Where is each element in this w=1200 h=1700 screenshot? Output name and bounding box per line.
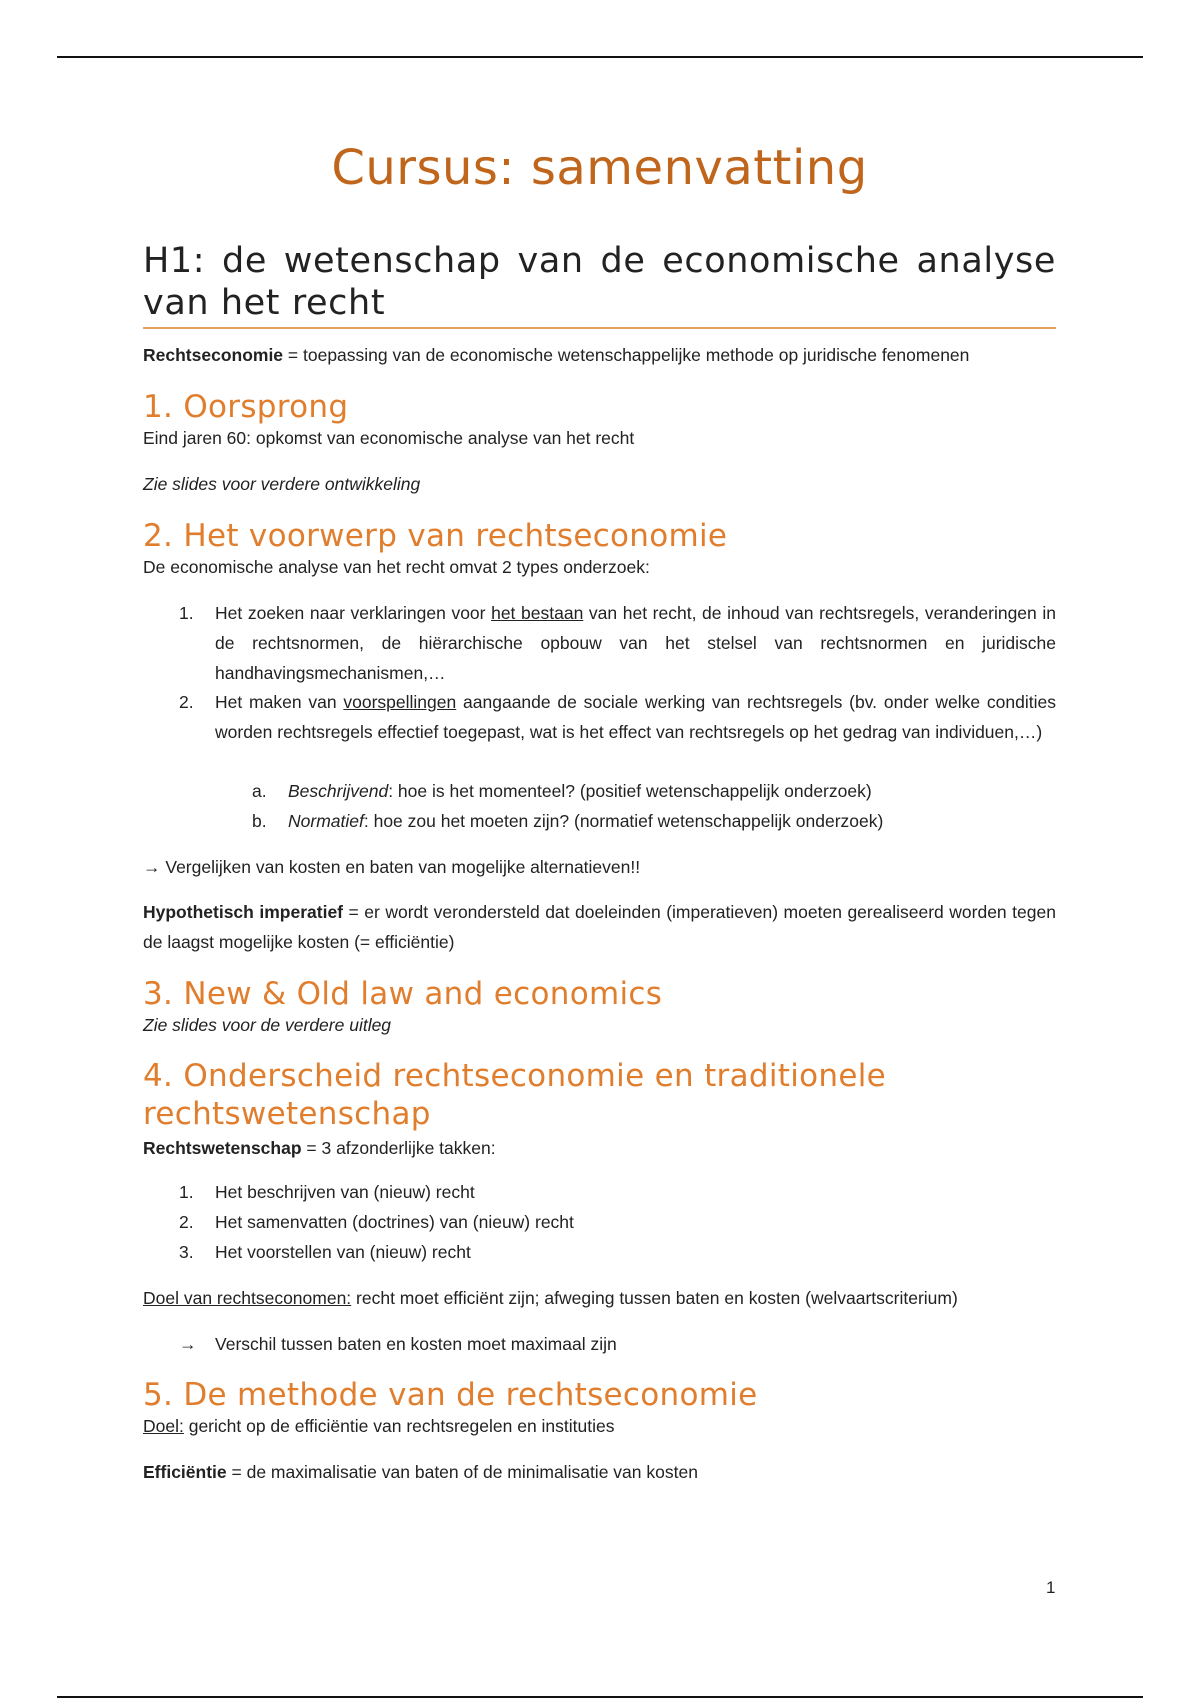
list-text: Verschil tussen baten en kosten moet maximaal zijn bbox=[215, 1334, 617, 1354]
goal-label: Doel van rechtseconomen: bbox=[143, 1288, 352, 1308]
section-2-heading: 2. Het voorwerp van rechtseconomie bbox=[143, 518, 728, 554]
list-number: 1. bbox=[179, 1182, 194, 1202]
efficiency-definition: Efficiëntie = de maximalisatie van baten of de minimalisatie van kosten bbox=[143, 1462, 698, 1482]
hypothetical-imperative-definition: Hypothetisch imperatief = er wordt verondersteld dat doeleinden (imperatieven) moeten gerealiseerd worden tegen de laagst mogelijke kosten (= efficiëntie) bbox=[143, 902, 1056, 952]
list-number: 2. bbox=[179, 1212, 194, 1232]
section-1-note: Zie slides voor verdere ontwikkeling bbox=[143, 474, 421, 494]
intro-definition bbox=[143, 340, 1056, 370]
goal-label: Doel: bbox=[143, 1416, 184, 1436]
section-3-heading: 3. New & Old law and economics bbox=[143, 976, 663, 1012]
underlined-term: voorspellingen bbox=[343, 692, 457, 712]
page-number: 1 bbox=[1046, 1578, 1056, 1597]
section-4-heading: 4. Onderscheid rechtseconomie en traditionele rechtswetenschap bbox=[143, 1058, 886, 1132]
list-text: Het beschrijven van (nieuw) recht bbox=[215, 1182, 475, 1202]
section-1-heading: 1. Oorsprong bbox=[143, 389, 349, 425]
section-4-definition: Rechtswetenschap = 3 afzonderlijke takken: bbox=[143, 1138, 496, 1158]
section-5-heading: 5. De methode van de rechtseconomie bbox=[143, 1377, 758, 1413]
underlined-term: het bestaan bbox=[491, 603, 584, 623]
list-text: Het voorstellen van (nieuw) recht bbox=[215, 1242, 471, 1262]
footer-rule bbox=[57, 1696, 1143, 1698]
conclusion-arrow-line: → Vergelijken van kosten en baten van mogelijke alternatieven!! bbox=[143, 857, 641, 877]
header-rule bbox=[57, 56, 1143, 58]
list-letter: b. bbox=[252, 811, 267, 831]
section-5-goal: Doel: gericht op de efficiëntie van rechtsregelen en instituties bbox=[143, 1416, 615, 1436]
chapter-underline bbox=[143, 327, 1056, 329]
list-text: Het maken van voorspellingen aangaande de sociale werking van rechtsregels (bv. onder welke condities worden rechtsregels effectief toegepast, wat is het effect van rechtsregels op het gedrag van individuen,…) bbox=[215, 692, 1057, 742]
chapter-heading: H1: de wetenschap van de economische analyse van het recht bbox=[143, 241, 1056, 323]
list-text: Beschrijvend: hoe is het momenteel? (positief wetenschappelijk onderzoek) bbox=[288, 781, 872, 801]
intro-term: Rechtseconomie bbox=[143, 345, 284, 365]
list-number: 3. bbox=[179, 1242, 194, 1262]
arrow-icon: → bbox=[179, 1334, 197, 1354]
section-2-intro: De economische analyse van het recht omvat 2 types onderzoek: bbox=[143, 557, 650, 577]
list-text: Het samenvatten (doctrines) van (nieuw) recht bbox=[215, 1212, 574, 1232]
list-number: 2. bbox=[179, 692, 194, 712]
list-text: Normatief: hoe zou het moeten zijn? (normatief wetenschappelijk onderzoek) bbox=[288, 811, 884, 831]
list-text: Het zoeken naar verklaringen voor het bestaan van het recht, de inhoud van rechtsregels, veranderingen in de rechtsnormen, de hiërarchische opbouw van het stelsel van rechtsnormen en juridische handhavingsmechanismen,… bbox=[215, 603, 1056, 683]
list-number: 1. bbox=[179, 603, 194, 623]
document-title: Cursus: samenvatting bbox=[331, 140, 868, 196]
intro-text: = toepassing van de economische wetenschappelijke methode op juridische fenomenen bbox=[283, 345, 970, 365]
section-4-goal: Doel van rechtseconomen: recht moet efficiënt zijn; afweging tussen baten en kosten (welvaartscriterium) bbox=[143, 1288, 958, 1308]
section-1-paragraph: Eind jaren 60: opkomst van economische analyse van het recht bbox=[143, 428, 635, 448]
section-3-note: Zie slides voor de verdere uitleg bbox=[143, 1015, 392, 1035]
list-letter: a. bbox=[252, 781, 267, 801]
